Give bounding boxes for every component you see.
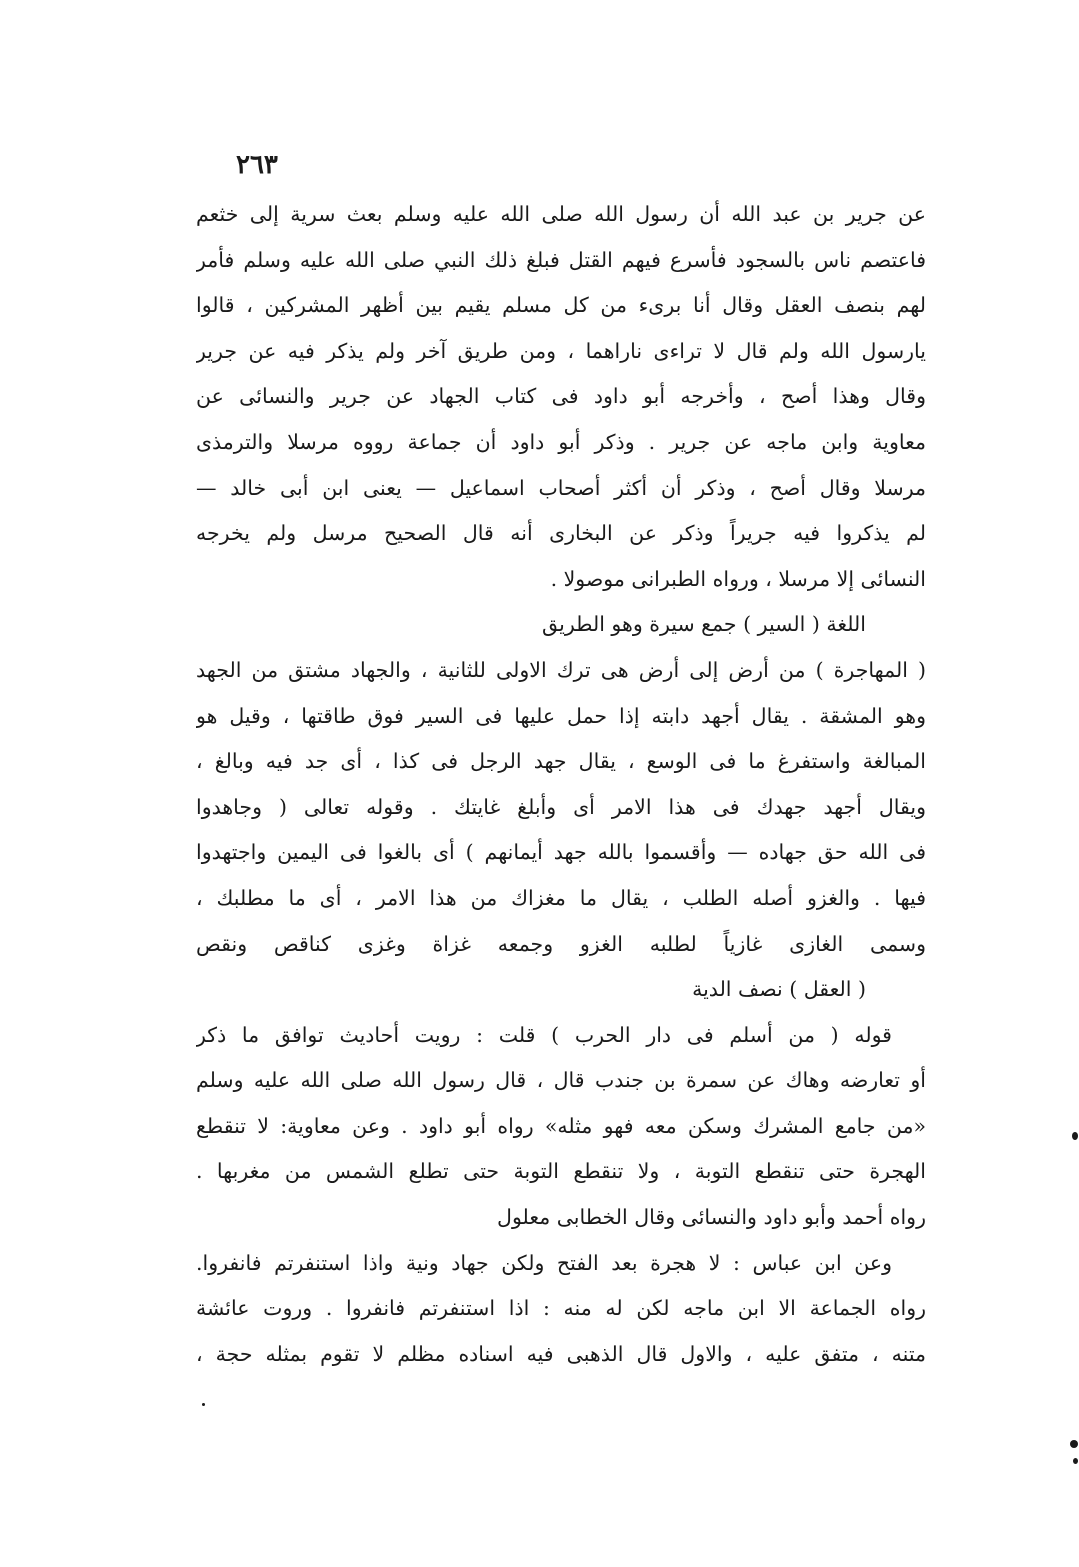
text-line: وسمى الغازى غازياً لطلبه الغزو وجمعه غزاة وغزى كناقص ونقص <box>196 931 926 956</box>
text-line: وقال وهذا أصح ، وأخرجه أبو داود فى كتاب الجهاد عن جرير والنسائى عن <box>196 384 926 409</box>
text-line: لهم بنصف العقل وقال أنا برىء من كل مسلم يقيم بين أظهر المشركين ، قالوا <box>196 293 926 318</box>
text-line: معاوية وابن ماجه عن جرير . وذكر أبو داود أن جماعة رووه مرسلا والترمذى <box>196 429 926 454</box>
scan-speck <box>202 1403 205 1406</box>
text-line: يارسول الله ولم قال لا تراءى ناراهما ، ومن طريق آخر ولم يذكر فيه عن جرير <box>196 338 926 363</box>
text-line: فاعتصم ناس بالسجود فأسرع فيهم القتل فبلغ ذلك النبي صلى الله عليه وسلم فأمر <box>196 247 926 272</box>
text-line: لم يذكروا فيه جريراً وذكر عن البخارى أنه قال الصحيح مرسل ولم يخرجه <box>196 521 926 546</box>
body-text <box>196 192 926 1377</box>
text-line: فيها . والغزو أصله الطلب ، يقال ما مغزاك من هذا الامر ، أى ما مطلبك ، <box>196 885 926 910</box>
text-line: المبالغة واستفرغ ما فى الوسع ، يقال جهد الرجل فى كذا ، أى جد فيه وبالغ ، <box>196 749 926 774</box>
text-line: متنه ، متفق عليه ، والاول قال الذهبى فيه اسناده مظلم لا تقوم بمثله حجة ، <box>196 1341 926 1366</box>
scan-speck <box>1073 1458 1078 1464</box>
text-line: وهو المشقة . يقال أجهد دابته إذا حمل عليها فى السير فوق طاقتها ، وقيل هو <box>196 703 926 728</box>
text-line: قوله ( من أسلم فى دار الحرب ) قلت : رويت أحاديث توافق ما ذكر <box>196 1022 892 1047</box>
page-number: ٢٦٣ <box>236 150 278 180</box>
text-line: النسائى إلا مرسلا ، ورواه الطبرانى موصولا . <box>550 566 926 591</box>
text-line: أو تعارضه وهاك عن سمرة بن جندب قال ، قال رسول الله صلى الله عليه وسلم <box>196 1068 926 1093</box>
text-line: فى الله حق جهاده — وأقسموا بالله جهد أيمانهم ) أى بالغوا فى اليمين واجتهدوا <box>196 840 926 865</box>
text-line: «من جامع المشرك وسكن معه فهو مثله» رواه أبو داود . وعن معاوية: لا تنقطع <box>196 1113 926 1138</box>
scan-speck <box>1070 1440 1078 1448</box>
text-line: مرسلا وقال أصح ، وذكر أن أكثر أصحاب اسماعيل — يعنى ابن أبى خالد — <box>196 475 926 500</box>
text-line: ويقال أجهد جهدك فى هذا الامر أى وأبلغ غايتك . وقوله تعالى ( وجاهدوا <box>196 794 926 819</box>
text-line: وعن ابن عباس : لا هجرة بعد الفتح ولكن جهاد ونية واذا استنفرتم فانفروا. <box>196 1250 892 1275</box>
text-line: عن جرير بن عبد الله أن رسول الله صلى الله عليه وسلم بعث سرية إلى خثعم <box>196 202 926 226</box>
text-line: رواه أحمد وأبو داود والنسائى وقال الخطابى معلول <box>497 1205 926 1230</box>
text-line: الهجرة حتى تنقطع التوبة ، ولا تنقطع التوبة حتى تطلع الشمس من مغربها . <box>196 1159 926 1184</box>
scan-speck <box>1072 1132 1078 1140</box>
text-line: ( المهاجرة ) من أرض إلى أرض هى ترك الاولى للثانية ، والجهاد مشتق من الجهد <box>196 657 926 682</box>
section-heading: ( العقل ) نصف الدية <box>692 977 866 1002</box>
section-heading: اللغة ( السير ) جمع سيرة وهو الطريق <box>542 612 866 637</box>
text-line: رواه الجماعة الا ابن ماجه لكن له منه : اذا استنفرتم فانفروا . وروت عائشة <box>196 1296 926 1321</box>
